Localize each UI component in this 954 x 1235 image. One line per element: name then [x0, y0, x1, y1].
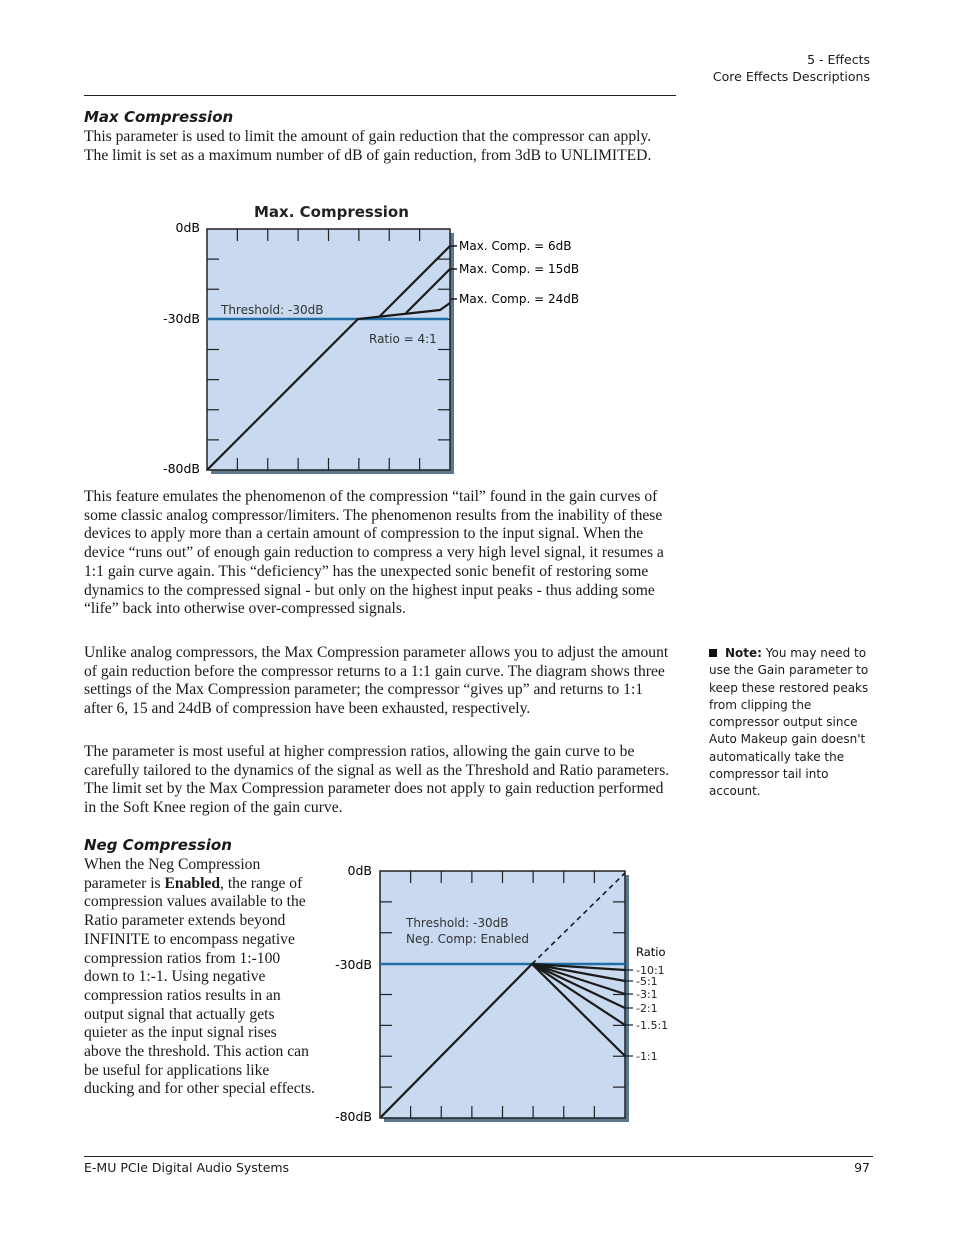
neg-compression-text: [84, 856, 316, 1099]
max-compression-chart: [150, 195, 590, 485]
max-compression-para2: Unlike analog compressors, the Max Compression parameter allows you to adjust the amount of gain reduction before the compressor returns to a 1:1 gain curve. The diagram shows three settings of the Max Compression parameter; the compressor “gives up” and returns to 1:1 after 6, 15 and 24dB of compression have been exhausted, respectively.: [84, 644, 669, 718]
legend-6db: Max. Comp. = 6dB: [459, 239, 572, 253]
neg-text-b: , the range of compression values available to the Ratio parameter extends beyond INFINITE to encompass negative compression ratios from 1:-100 down to 1:-1. Using negative compression ratios results in an output signal that actually gets quieter as the input signal rises above the threshold. This action can be useful for applications like ducking and for other special effects.: [84, 874, 315, 1098]
legend-title: Ratio: [636, 945, 666, 959]
legend-r5: -5:1: [636, 975, 658, 988]
chart-title: Max. Compression: [254, 203, 409, 221]
max-compression-heading: Max Compression: [84, 108, 234, 126]
neg-compression-heading: Neg Compression: [84, 836, 232, 854]
neg-compression-chart: [330, 855, 680, 1130]
max-compression-para1: This feature emulates the phenomenon of the compression “tail” found in the gain curves of some classic analog compressor/limiters. The phenomenon results from the inability of these devices to apply more than a certain amount of compression to the input signal. When the device “runs out” of enough gain reduction to compress a very high level signal, it resumes a 1:1 gain curve again. This “deficiency” has the unexpected sonic benefit of restoring some dynamics to the compressed signal - but only on the highest input peaks - thus adding some “life” back into otherwise over-compressed signals.: [84, 488, 664, 618]
running-header: [713, 51, 870, 85]
neg-text-a: When the Neg Compression parameter is: [84, 856, 261, 892]
ratio-label: Ratio = 4:1: [369, 332, 437, 346]
legend-24db: Max. Comp. = 24dB: [459, 292, 580, 306]
note-box: [709, 645, 874, 801]
note-bullet-icon: [709, 649, 717, 657]
footer-rule: [84, 1156, 873, 1157]
header-section: Core Effects Descriptions: [712, 69, 870, 84]
legend-r1-5: -1.5:1: [636, 1019, 669, 1032]
legend-15db: Max. Comp. = 15dB: [459, 262, 580, 276]
legend-r3: -3:1: [636, 988, 658, 1001]
ytick-0: 0dB: [175, 220, 200, 235]
ytick-80: -80dB: [335, 1109, 372, 1124]
note-label: Note:: [725, 646, 762, 660]
header-rule: [84, 95, 676, 96]
page-number: 97: [854, 1160, 870, 1175]
footer-title: E-MU PCIe Digital Audio Systems: [84, 1160, 290, 1175]
note-text: You may need to use the Gain parameter to keep these restored peaks from clipping the compressor output since Auto Makeup gain doesn't automatically take the compressor tail into account.: [709, 646, 869, 799]
ytick-30: -30dB: [335, 957, 372, 972]
threshold-label: Threshold: -30dB: [406, 916, 509, 930]
max-compression-para3: The parameter is most useful at higher compression ratios, allowing the gain curve to be carefully tailored to the dynamics of the signal as well as the Threshold and Ratio parameters. The limit set by the Max Compression parameter does not apply to gain reduction performed in the Soft Knee region of the gain curve.: [84, 743, 670, 817]
ytick-30: -30dB: [163, 311, 200, 326]
header-chapter: 5 - Effects: [807, 52, 870, 67]
ytick-80: -80dB: [163, 461, 200, 476]
max-compression-intro: This parameter is used to limit the amount of gain reduction that the compressor can apply. The limit is set as a maximum number of dB of gain reduction, from 3dB to UNLIMITED.: [84, 128, 652, 164]
ytick-0: 0dB: [347, 863, 372, 878]
legend-r10: -10:1: [636, 964, 665, 977]
neg-comp-label: Neg. Comp: Enabled: [406, 932, 529, 946]
legend-r2: -2:1: [636, 1002, 658, 1015]
neg-text-bold: Enabled: [164, 874, 221, 892]
legend-r1: -1:1: [636, 1050, 658, 1063]
threshold-label: Threshold: -30dB: [221, 303, 324, 317]
